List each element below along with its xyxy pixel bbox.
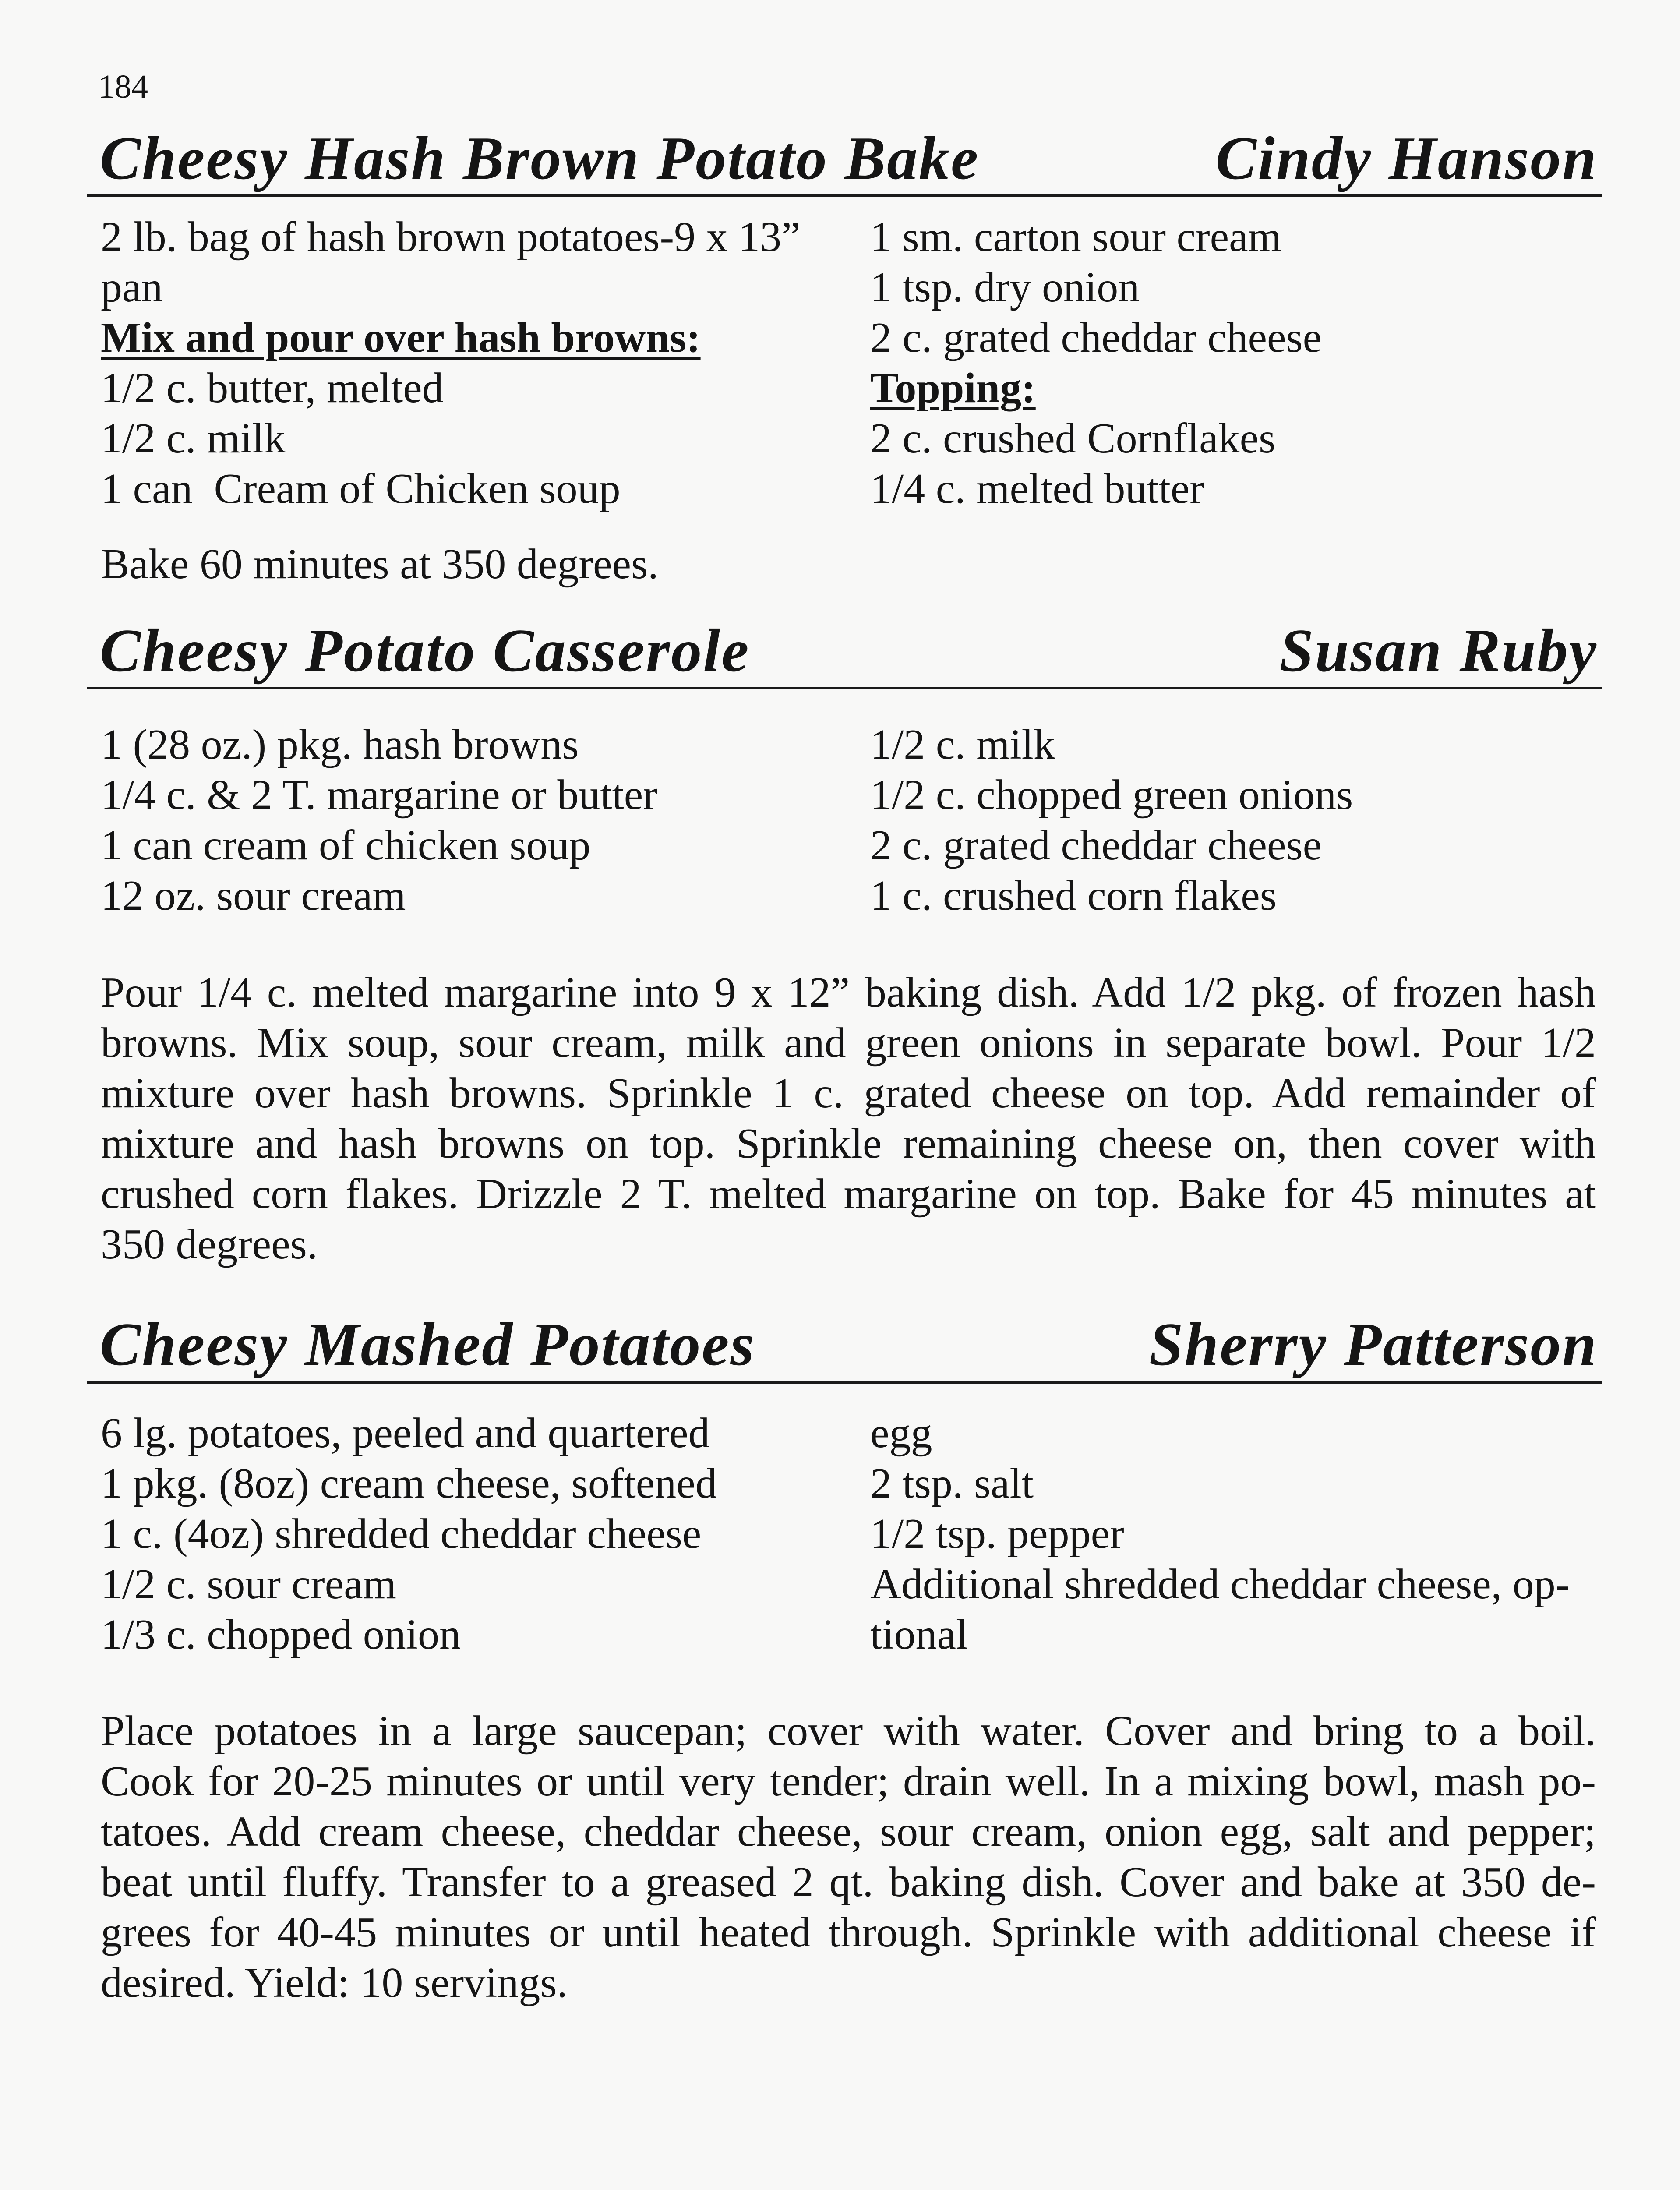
- direction-line: 350 degrees.: [101, 1221, 318, 1268]
- page-number: 184: [98, 68, 148, 105]
- ingredient-line: 2 lb. bag of hash brown potatoes-9 x 13”: [101, 213, 801, 261]
- ingredient-line: Additional shredded cheddar cheese, op-: [870, 1561, 1570, 1608]
- ingredient-line: 1/2 c. chopped green onions: [870, 771, 1353, 819]
- ingredient-line: pan: [101, 264, 163, 311]
- ingredient-line: 2 c. crushed Cornflakes: [870, 415, 1276, 462]
- ingredient-line: 1/3 c. chopped onion: [101, 1611, 461, 1658]
- direction-line: Pour 1/4 c. melted margarine into 9 x 12” baking dish. Add 1/2 pkg. of frozen hash: [101, 969, 1596, 1016]
- direction-line: Bake 60 minutes at 350 degrees.: [101, 540, 659, 588]
- ingredient-line: 1 (28 oz.) pkg. hash browns: [101, 721, 579, 768]
- ingredient-line: 12 oz. sour cream: [101, 872, 406, 919]
- ingredient-line: 1 pkg. (8oz) cream cheese, softened: [101, 1460, 717, 1507]
- direction-line: mixture and hash browns on top. Sprinkle remaining cheese on, then cover with: [101, 1120, 1596, 1167]
- direction-line: browns. Mix soup, sour cream, milk and green onions in separate bowl. Pour 1/2: [101, 1019, 1596, 1067]
- title-rule: [87, 194, 1602, 197]
- ingredient-line: 1 c. crushed corn flakes: [870, 872, 1277, 919]
- ingredient-line: 2 c. grated cheddar cheese: [870, 314, 1322, 361]
- ingredient-line: 1/2 c. milk: [101, 415, 286, 462]
- ingredient-line: egg: [870, 1409, 932, 1457]
- recipe-author: Cindy Hanson: [1215, 124, 1598, 192]
- ingredient-line: 2 tsp. salt: [870, 1460, 1034, 1507]
- ingredient-line: 1 sm. carton sour cream: [870, 213, 1281, 261]
- ingredient-line: 6 lg. potatoes, peeled and quartered: [101, 1409, 710, 1457]
- ingredient-line: 1/2 c. butter, melted: [101, 364, 444, 412]
- recipe-title: Cheesy Mashed Potatoes: [100, 1310, 756, 1378]
- ingredient-line: 1/2 c. milk: [870, 721, 1055, 768]
- direction-line: Cook for 20-25 minutes or until very tender; drain well. In a mixing bowl, mash po-: [101, 1758, 1596, 1805]
- ingredient-subheading: Mix and pour over hash browns:: [101, 314, 701, 361]
- direction-line: crushed corn flakes. Drizzle 2 T. melted margarine on top. Bake for 45 minutes at: [101, 1170, 1596, 1218]
- direction-line: desired. Yield: 10 servings.: [101, 1959, 568, 2006]
- ingredient-line: 1 can cream of chicken soup: [101, 822, 591, 869]
- ingredient-subheading: Topping:: [870, 364, 1036, 412]
- ingredient-line: tional: [870, 1611, 968, 1658]
- recipe-author: Sherry Patterson: [1149, 1310, 1598, 1378]
- ingredient-line: 1 tsp. dry onion: [870, 264, 1140, 311]
- direction-line: grees for 40-45 minutes or until heated through. Sprinkle with additional cheese if: [101, 1909, 1596, 1956]
- ingredient-line: 1/2 tsp. pepper: [870, 1510, 1124, 1558]
- recipe-title: Cheesy Hash Brown Potato Bake: [100, 124, 980, 192]
- ingredient-line: 2 c. grated cheddar cheese: [870, 822, 1322, 869]
- title-rule: [87, 687, 1602, 689]
- recipe-author: Susan Ruby: [1279, 617, 1598, 685]
- direction-line: mixture over hash browns. Sprinkle 1 c. grated cheese on top. Add remainder of: [101, 1070, 1596, 1117]
- direction-line: tatoes. Add cream cheese, cheddar cheese, sour cream, onion egg, salt and pepper;: [101, 1808, 1596, 1855]
- ingredient-line: 1/4 c. melted butter: [870, 465, 1204, 512]
- direction-line: beat until fluffy. Transfer to a greased 2 qt. baking dish. Cover and bake at 350 de-: [101, 1858, 1596, 1906]
- recipe-title: Cheesy Potato Casserole: [100, 617, 750, 685]
- ingredient-line: 1 can Cream of Chicken soup: [101, 465, 621, 512]
- title-rule: [87, 1381, 1602, 1384]
- ingredient-line: 1 c. (4oz) shredded cheddar cheese: [101, 1510, 702, 1558]
- direction-line: Place potatoes in a large saucepan; cover with water. Cover and bring to a boil.: [101, 1707, 1596, 1755]
- ingredient-line: 1/2 c. sour cream: [101, 1561, 396, 1608]
- ingredient-line: 1/4 c. & 2 T. margarine or butter: [101, 771, 657, 819]
